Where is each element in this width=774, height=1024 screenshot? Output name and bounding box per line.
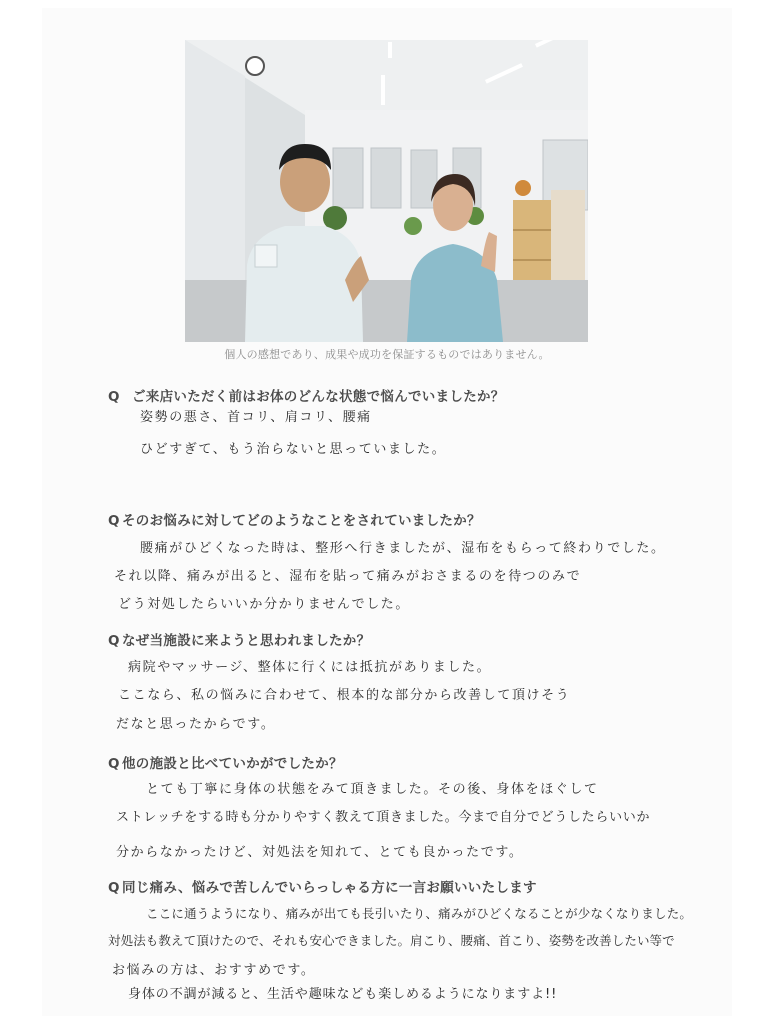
answer-3-line-1: 病院やマッサージ、整体に行くには抵抗がありました。 [128,660,492,675]
question-1 [108,385,505,405]
answer-5-line-1: ここに通うようになり、痛みが出ても長引いたり、痛みがひどくなることが少なくなりました。 [146,906,693,921]
q-mark: Q [108,389,120,405]
answer-4-line-1: とても丁寧に身体の状態をみて頂きました。その後、身体をほぐして [146,782,599,797]
q-mark: Q [108,756,120,772]
answer-5-line-2: 対処法も教えて頂けたので、それも安心できました。肩こり、腰痛、首こり、姿勢を改善したい等で [108,933,675,948]
question-4 [108,752,343,772]
question-5 [108,876,537,896]
customer-photo [185,40,588,342]
answer-4-line-2: ストレッチをする時も分かりやすく教えて頂きました。今まで自分でどうしたらいいか [116,810,651,825]
answer-2-line-2: それ以降、痛みが出ると、湿布を貼って痛みがおさまるのを待つのみで [114,569,582,584]
answer-3-line-3: だなと思ったからです。 [116,717,276,732]
question-text: 同じ痛み、悩みで苦しんでいらっしゃる方に一言お願いいたします [122,880,537,896]
answer-1-line-1: 姿勢の悪さ、首コリ、肩コリ、腰痛 [140,410,372,425]
q-mark: Q [108,513,120,529]
question-2 [108,509,481,529]
q-mark: Q [108,633,120,649]
answer-2-line-1: 腰痛がひどくなった時は、整形へ行きましたが、湿布をもらって終わりでした。 [140,541,666,556]
question-text: 他の施設と比べていかがでしたか？ [122,756,343,772]
question-3 [108,629,370,649]
answer-5-line-4: 身体の不調が減ると、生活や趣味なども楽しめるようになりますよ!! [128,987,558,1002]
question-text: なぜ当施設に来ようと思われましたか？ [122,633,371,649]
answer-5-line-3: お悩みの方は、おすすめです。 [112,963,316,978]
answer-2-line-3: どう対処したらいいか分かりませんでした。 [118,597,411,612]
answer-1-line-2: ひどすぎて、もう治らないと思っていました。 [140,442,447,457]
disclaimer: 個人の感想であり、成果や成功を保証するものではありません。 [224,348,550,361]
answer-4-line-3: 分からなかったけど、対処法を知れて、とても良かったです。 [116,845,524,860]
question-text: ご来店いただく前はお体のどんな状態で悩んでいましたか？ [132,389,505,405]
question-text: そのお悩みに対してどのようなことをされていましたか？ [122,513,481,529]
answer-3-line-2: ここなら、私の悩みに合わせて、根本的な部分から改善して頂けそう [118,688,571,703]
q-mark: Q [108,880,120,896]
photo-illustration [185,40,588,342]
